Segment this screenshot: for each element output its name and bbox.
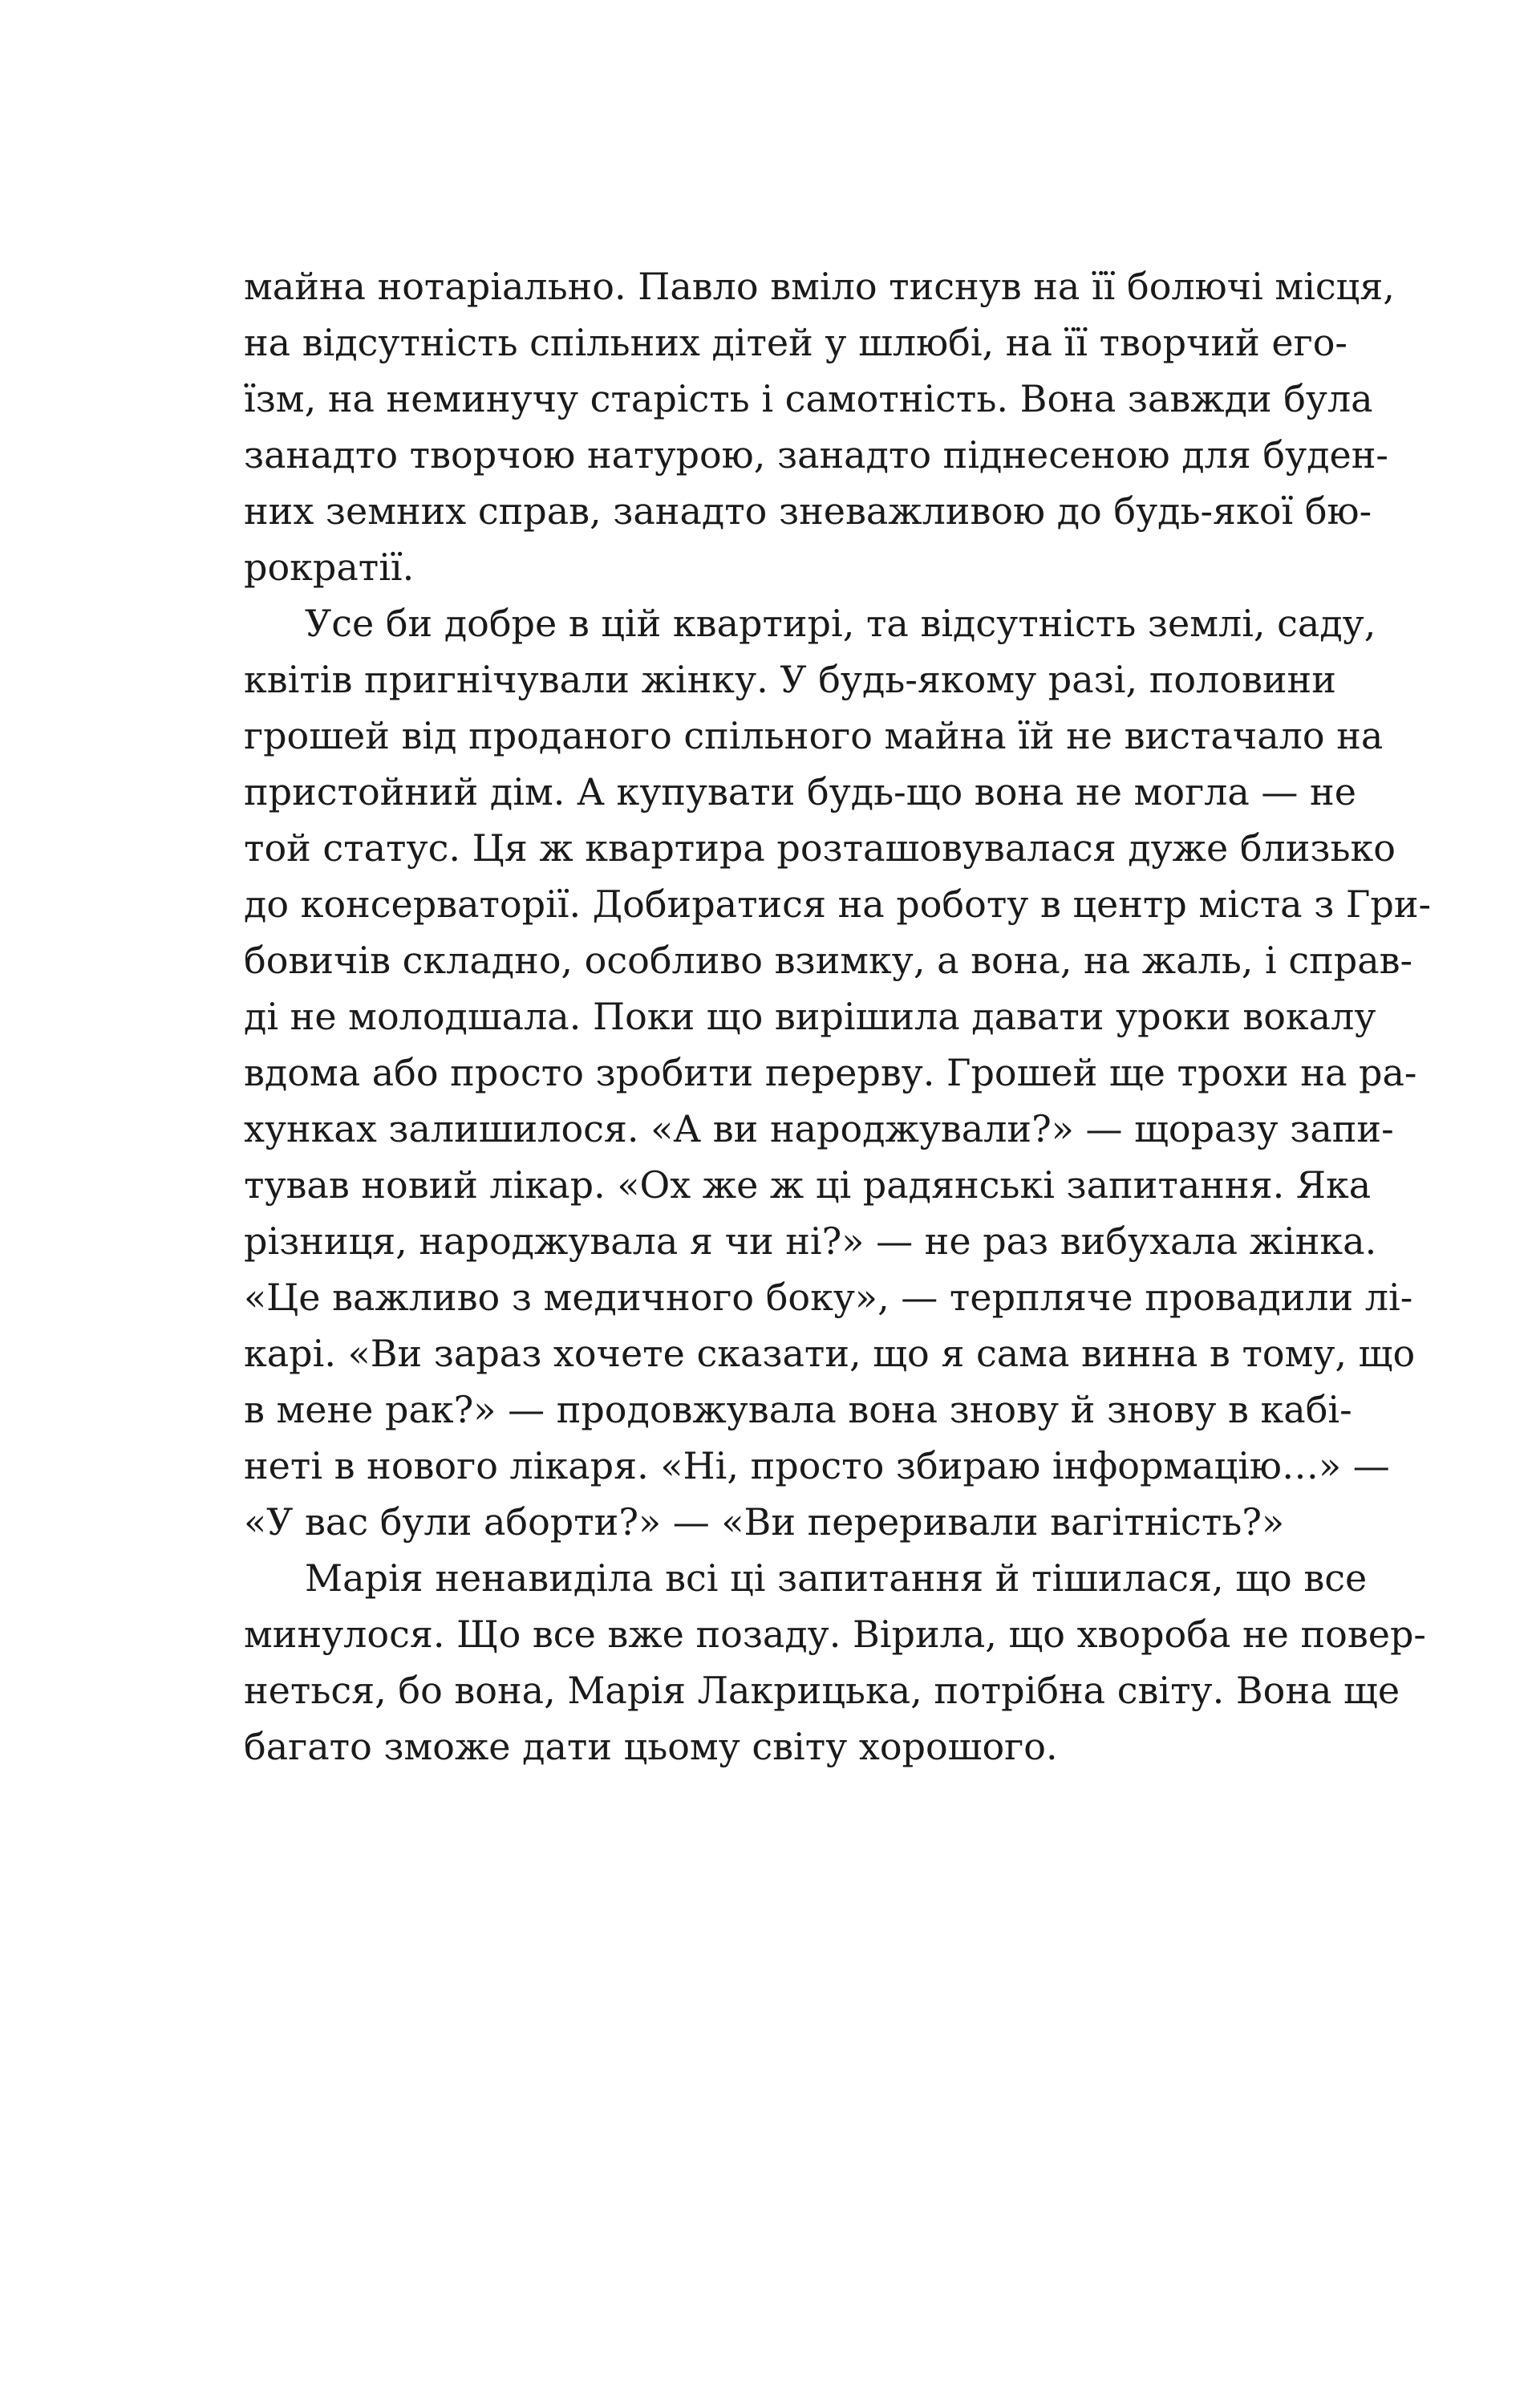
text-line: «У вас були аборти?» — «Ви переривали вагітність?» [244,1500,1285,1544]
text-line: пристойний дім. А купувати будь-що вона не могла — не [244,770,1356,814]
text-line: хунках залишилося. «А ви народжували?» — щоразу запи- [244,1107,1394,1150]
text-line: в мене рак?» — продовжувала вона знову й знову в кабі- [244,1388,1352,1431]
text-line: різниця, народжувала я чи ні?» — не раз вибухала жінка. [244,1219,1377,1263]
text-line: бовичів складно, особливо взимку, а вона, на жаль, і справ- [244,939,1413,982]
text-line: майна нотаріально. Павло вміло тиснув на її болючі місця, [244,265,1395,308]
text-line: їзм, на неминучу старість і самотність. Вона завжди була [244,377,1373,420]
text-line: вдома або просто зробити перерву. Грошей ще трохи на ра- [244,1051,1417,1094]
text-line: неться, бо вона, Марія Лакрицька, потрібна світу. Вона ще [244,1669,1400,1712]
text-line: той статус. Ця ж квартира розташовувалася дуже близько [244,826,1396,870]
text-line: багато зможе дати цьому світу хорошого. [244,1725,1058,1768]
text-line: квітів пригнічували жінку. У будь-якому разі, половини [244,658,1336,701]
text-line: тував новий лікар. «Ох же ж ці радянські запитання. Яка [244,1163,1372,1207]
text-line: рократії. [244,546,415,589]
text-line: грошей від проданого спільного майна їй не вистачало на [244,714,1384,757]
text-line: неті в нового лікаря. «Ні, просто збираю інформацію…» — [244,1444,1390,1487]
text-line: Усе би добре в цій квартирі, та відсутність землі, саду, [305,602,1376,645]
text-line: карі. «Ви зараз хочете сказати, що я сама винна в тому, що [244,1332,1416,1375]
text-line: «Це важливо з медичного боку», — терпляче провадили лі- [244,1276,1413,1319]
text-line: занадто творчою натурою, занадто піднесеною для буден- [244,433,1388,477]
text-line: на відсутність спільних дітей у шлюбі, на її творчий его- [244,321,1348,364]
text-line: Марія ненавиділа всі ці запитання й тішилася, що все [305,1556,1368,1600]
text-line: ді не молодшала. Поки що вирішила давати уроки вокалу [244,995,1376,1038]
text-line: них земних справ, занадто зневажливою до будь-якої бю- [244,489,1372,533]
text-line: минулося. Що все вже позаду. Вірила, що хвороба не повер- [244,1613,1426,1656]
text-line: до консерваторії. Добиратися на роботу в центр міста з Гри- [244,882,1432,926]
